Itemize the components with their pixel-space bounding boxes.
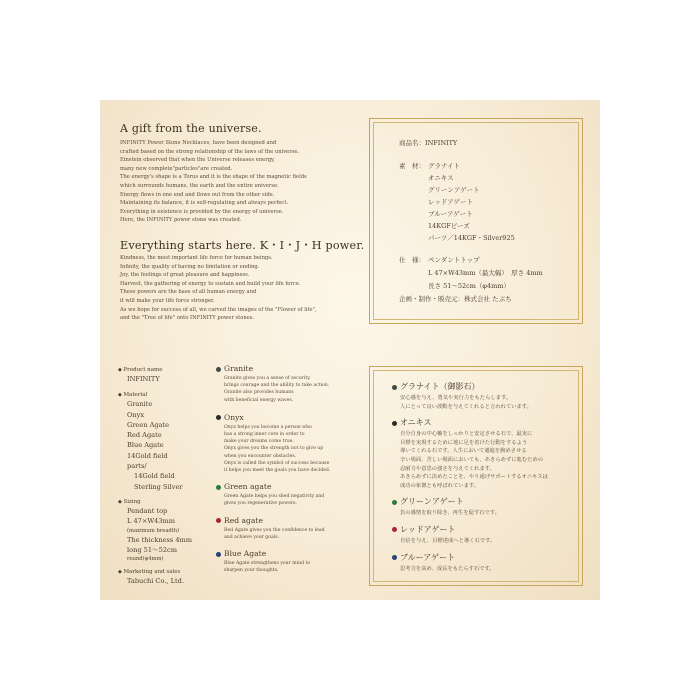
power-line: As we hope for success of all, we carved the images of the "Flower of life", (120, 306, 317, 313)
jp-stone-desc-line: 忍耐力や意思の強さを与えてくれます。 (400, 465, 495, 472)
stone-dot-icon (216, 485, 221, 490)
en-product-value: INFINITY (127, 375, 160, 383)
en-stone-desc (216, 560, 330, 574)
gift-line: which surrounds humans, the earth and the entire universe. (120, 182, 279, 189)
jp-product-label: 商品名 (399, 139, 419, 147)
jp-material-item: グリーンアゲート (428, 186, 480, 194)
stone-dot-icon (392, 421, 397, 426)
en-material-list (118, 399, 192, 492)
jp-stone-desc-line: 安心感を与え、勇気や実行力をもたらします。 (400, 395, 512, 401)
en-stone-desc-line: make your dreams come true. (224, 439, 294, 445)
power-line: Kindness, the most important life force for human beings. (120, 255, 273, 261)
power-line: These powers are the base of all human energy and (120, 289, 257, 296)
en-stone-desc-line: Green Agate helps you shed negativity and (224, 494, 325, 500)
jp-stone-desc (392, 537, 548, 546)
gift-line: many new complete"particles"are created. (120, 165, 233, 172)
jp-stone-block (392, 381, 548, 411)
gift-line: The energy's shape is a Torus and it is the shape of the magnetic fields (120, 174, 307, 181)
jp-stone-title (392, 417, 548, 428)
jp-stone-name: グラナイト（御影石） (400, 382, 480, 391)
en-stone-desc-line: Blue Agate strengthens your mind to (224, 561, 311, 567)
en-stone-block (216, 549, 330, 574)
en-stone-title (216, 482, 330, 491)
jp-stone-desc-line: 人にとって良い波動を与えてくれると言われています。 (400, 403, 532, 410)
jp-size-label: 仕 様： (399, 256, 425, 264)
stone-dot-icon (392, 500, 397, 505)
stone-dot-icon (392, 527, 397, 532)
en-sizing-line: The thickness 4mm (127, 535, 193, 544)
jp-stone-title (392, 552, 548, 563)
stone-dot-icon (392, 555, 397, 560)
jp-material-item: ブルーアゲート (428, 210, 473, 218)
jp-stone-desc (392, 430, 548, 490)
en-sizing-line: long 51～52cm (127, 545, 177, 554)
en-stone-desc (216, 424, 330, 474)
jp-stone-block (392, 496, 548, 518)
jp-stone-desc-line: 成功の象徴とも呼ばれています。 (400, 482, 480, 489)
jp-stone-desc-line: 思考力を高め、成長をもたらす石です。 (400, 565, 495, 572)
en-stone-desc-line: brings courage and the ability to take action. (224, 383, 330, 389)
en-sizing-line: (maximum breadth) (127, 527, 180, 534)
jp-stone-block (392, 552, 548, 574)
en-stone-desc (216, 375, 330, 404)
power-line: Joy, the feelings of great pleasure and happiness. (120, 272, 250, 279)
en-stone-name: Onyx (224, 412, 244, 422)
jp-stone-desc-line: 自分自身の中心軸をしっかりと安定させる石で、最実に (400, 431, 533, 438)
en-material-item: parts/ (127, 462, 147, 471)
power-paragraph (120, 254, 317, 323)
en-material-item: Onyx (127, 410, 145, 419)
en-stone-title (216, 364, 330, 373)
jp-stone-desc (392, 394, 548, 411)
jp-maker: 企画・制作・販売元：株式会社 たぶち (399, 295, 512, 303)
jp-stone-desc-line: あきらめずに決めたことを、やり通げサポートするオニキスは (400, 474, 548, 481)
gift-line: INFINITY Power Stone Necklaces, have been designed and (120, 140, 277, 146)
power-line: and the "Tree of life" onto INFINITY power stones. (120, 315, 255, 322)
en-stone-block (216, 413, 330, 474)
en-stone-desc-line: and achieve your goals. (224, 534, 280, 540)
en-stone-desc-line: Onyx is called the symbol of success because (224, 460, 330, 466)
jp-stone-name: グリーンアゲート (400, 497, 464, 507)
jp-product-value: INFINITY (425, 139, 458, 147)
jp-stone-desc (392, 509, 548, 518)
en-sizing-list (118, 506, 192, 563)
en-material-item: Granite (127, 400, 153, 409)
power-line: Infinity, the quality of having no limitation or ending. (120, 263, 260, 270)
jp-stone-name: オニキス (400, 418, 432, 428)
en-material-item: Red Agate (127, 431, 162, 440)
jp-size-line: 長さ 51～52cm（φ4mm） (428, 282, 510, 290)
jp-stone-list (392, 381, 548, 579)
en-material-head: ◆ Material (118, 392, 148, 399)
en-stone-desc-line: Granite gives you a sense of security, (224, 376, 311, 381)
en-material-item: 14Gold field (134, 472, 175, 481)
gift-paragraph (120, 139, 307, 225)
en-stone-desc (216, 493, 330, 507)
jp-size-list (428, 254, 543, 293)
en-stone-block (216, 364, 330, 404)
en-material-item: Sterling Silver (134, 482, 183, 491)
jp-stones-frame (369, 366, 583, 586)
en-material-item: Blue Agate (127, 441, 164, 450)
gift-line: Here, the INFINITY power stone was created. (120, 217, 242, 224)
en-material-item: 14Gold field (127, 451, 168, 460)
jp-material-item: オニキス (428, 174, 454, 182)
en-stone-title (216, 516, 330, 525)
en-stone-list (216, 364, 330, 582)
en-product-head: ◆ Product name (118, 367, 163, 373)
en-spec-list (118, 366, 192, 586)
en-sizing-head: ◆ Sizing (118, 498, 141, 505)
en-stone-name: Granite (224, 364, 254, 373)
jp-stone-title (392, 524, 548, 535)
jp-stone-name: レッドアゲート (400, 524, 456, 534)
jp-stone-desc-line: 辛い場面、苦しい場面においても、あきらめずに進むための (400, 456, 544, 463)
jp-material-item: レッドアゲート (428, 198, 474, 206)
en-stone-desc-line: with beneficial energy waves. (224, 397, 294, 403)
en-stone-desc-line: it helps you meet the goals you have decided. (224, 468, 331, 474)
en-stone-name: Red agate (224, 515, 263, 525)
jp-stone-block (392, 524, 548, 546)
power-line: it will make your life force stronger. (120, 297, 215, 304)
en-stone-block (216, 516, 330, 541)
jp-material-label: 素 材： (399, 162, 425, 170)
gift-line: Einstein observed that when the Universe releases energy, (120, 157, 275, 164)
jp-material-list (428, 160, 515, 244)
en-stone-block (216, 482, 330, 507)
en-marketing-head: ◆ Marketing and sales (118, 569, 181, 576)
en-sizing-line: round(φ4mm) (127, 556, 164, 563)
jp-stone-desc-line: 目標を実現するために地に足を着けた行動をするよう (400, 439, 528, 446)
en-stone-desc-line: Red Agate gives you the confidence to lead (224, 527, 325, 533)
en-stone-name: Blue Agate (224, 549, 267, 559)
jp-material-item: グラナイト (428, 162, 461, 170)
power-line: Harvest, the gathering of energy to sustain and build your life force. (120, 280, 301, 287)
en-stone-desc (216, 527, 330, 541)
en-sizing-line: L 47×W43mm (127, 517, 176, 526)
jp-stone-desc (392, 565, 548, 574)
en-material-item: Green Agate (127, 420, 170, 429)
jp-stone-desc-line: 自信を与え、目標達成へと導く石です。 (400, 537, 496, 544)
en-marketing-value: Tabuchi Co., Ltd. (127, 577, 184, 586)
en-stone-name: Green agate (224, 482, 272, 492)
en-stone-desc-line: Onyx helps you become a person who (224, 424, 312, 430)
en-stone-desc-line: gives you regenerative powers. (224, 501, 297, 507)
stone-dot-icon (216, 367, 221, 372)
en-sizing-line: Pendant top (127, 506, 168, 515)
stone-dot-icon (216, 518, 221, 523)
en-stone-desc-line: Onyx gives you the strength not to give up (224, 446, 324, 452)
jp-stone-title (392, 381, 548, 392)
stone-dot-icon (216, 415, 221, 420)
brochure-card (100, 100, 600, 600)
jp-stone-title (392, 496, 548, 507)
jp-stone-desc-line: 導いてくれる石です。人生において邁進を腕めさせる (400, 448, 527, 455)
power-title: Everything starts here. K・I・J・H power. (120, 239, 365, 252)
en-stone-desc-line: Granite also provides humans (224, 390, 294, 396)
jp-material-item: 14KGFビーズ (428, 222, 470, 230)
jp-size-line: ペンダントトップ (428, 256, 480, 264)
gift-line: Maintaining its balance, it is self-regulating and always perfect. (120, 200, 289, 207)
jp-size-line: L 47×W43mm（最大幅） 厚さ 4mm (428, 269, 543, 277)
jp-stone-name: ブルーアゲート (400, 552, 456, 562)
en-stone-desc-line: when you encounter obstacles. (224, 453, 297, 459)
gift-line: Everything in existence is provided by the energy of universe. (120, 208, 284, 215)
en-stone-title (216, 413, 330, 422)
en-stone-desc-line: has a strong inner core in order to (224, 432, 305, 438)
stone-dot-icon (216, 552, 221, 557)
stone-dot-icon (392, 385, 397, 390)
gift-title: A gift from the universe. (120, 122, 262, 135)
gift-line: crafted based on the strong relationship of the laws of the universe. (120, 148, 300, 155)
jp-spec-frame (369, 118, 583, 324)
jp-material-item: パーツ／14KGF・Silver925 (428, 234, 515, 242)
en-stone-desc-line: sharpen your thoughts. (224, 568, 279, 574)
jp-stone-block (392, 417, 548, 490)
jp-stone-desc-line: 負の感情を取り除き、再生を促す石です。 (400, 510, 501, 517)
gift-line: Energy flows in one end and flows out from the other side. (120, 191, 275, 198)
jp-product-row: 商品名：INFINITY (399, 139, 458, 147)
en-stone-title (216, 549, 330, 558)
